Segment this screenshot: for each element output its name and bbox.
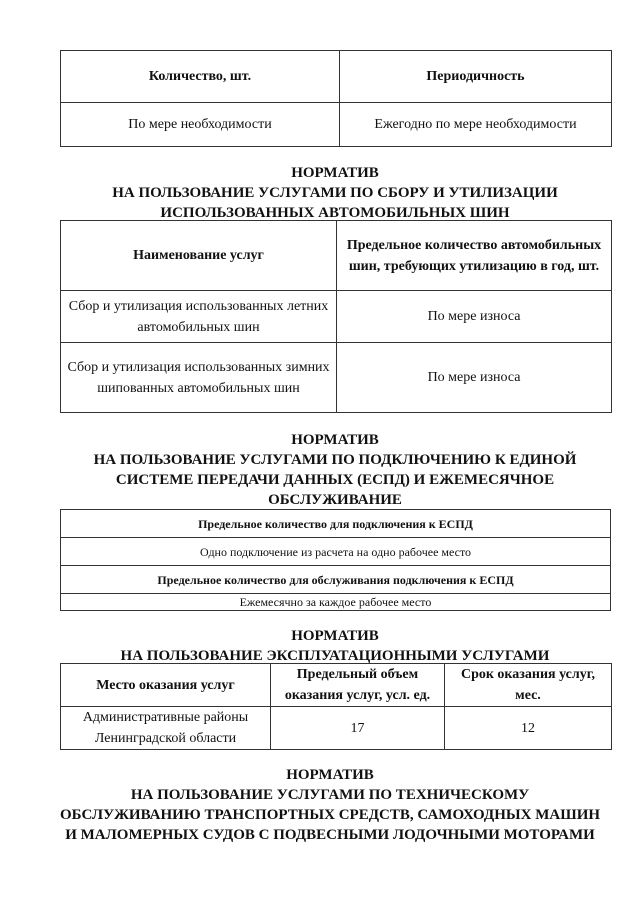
cell-wear-winter: По мере износа xyxy=(337,343,612,413)
espd-table xyxy=(60,509,611,611)
espd-maintenance-value: Ежемесячно за каждое рабочее место xyxy=(61,594,611,611)
heading-line: НОРМАТИВ xyxy=(291,165,379,181)
header-location: Место оказания услуг xyxy=(61,664,271,707)
heading-line: НОРМАТИВ xyxy=(286,767,374,783)
heading-line: НОРМАТИВ xyxy=(291,432,379,448)
espd-maintenance-limit: Предельное количество для обслуживания подключения к ЕСПД xyxy=(61,566,611,594)
header-periodicity: Периодичность xyxy=(340,51,612,103)
heading-line: ОБСЛУЖИВАНИЕ xyxy=(268,492,402,508)
cell-wear-summer: По мере износа xyxy=(337,291,612,343)
header-max-tires: Предельное количество автомобильных шин, требующих утилизацию в год, шт. xyxy=(337,221,612,291)
header-max-volume: Предельный объем оказания услуг, усл. ед. xyxy=(271,664,445,707)
cell-periodicity: Ежегодно по мере необходимости xyxy=(340,103,612,147)
tire-disposal-heading xyxy=(30,163,640,223)
cell-location: Административные районы Ленинградской области xyxy=(61,707,271,750)
heading-line: НА ПОЛЬЗОВАНИЕ УСЛУГАМИ ПО СБОРУ И УТИЛИЗАЦИИ xyxy=(112,185,558,201)
header-term: Срок оказания услуг, мес. xyxy=(445,664,612,707)
header-quantity: Количество, шт. xyxy=(61,51,340,103)
vehicle-maintenance-heading xyxy=(20,765,640,845)
cell-service-winter: Сбор и утилизация использованных зимних шипованных автомобильных шин xyxy=(61,343,337,413)
tire-disposal-table xyxy=(60,220,612,413)
heading-line: СИСТЕМЕ ПЕРЕДАЧИ ДАННЫХ (ЕСПД) И ЕЖЕМЕСЯЧНОЕ xyxy=(115,472,555,488)
heading-line: ОБСЛУЖИВАНИЮ ТРАНСПОРТНЫХ СРЕДСТВ, САМОХОДНЫХ МАШИН xyxy=(59,807,601,823)
cell-term: 12 xyxy=(445,707,612,750)
header-service-name: Наименование услуг xyxy=(61,221,337,291)
cell-volume: 17 xyxy=(271,707,445,750)
cell-quantity: По мере необходимости xyxy=(61,103,340,147)
heading-line: ИСПОЛЬЗОВАННЫХ АВТОМОБИЛЬНЫХ ШИН xyxy=(160,205,510,221)
espd-connection-value: Одно подключение из расчета на одно рабочее место xyxy=(61,538,611,566)
heading-line: НА ПОЛЬЗОВАНИЕ УСЛУГАМИ ПО ТЕХНИЧЕСКОМУ xyxy=(130,787,530,803)
operational-services-heading xyxy=(30,626,640,666)
heading-line: НА ПОЛЬЗОВАНИЕ УСЛУГАМИ ПО ПОДКЛЮЧЕНИЮ К ЕДИНОЙ xyxy=(93,452,577,468)
espd-heading xyxy=(30,430,640,510)
operational-services-table xyxy=(60,663,612,750)
heading-line: НОРМАТИВ xyxy=(291,628,379,644)
espd-connection-limit: Предельное количество для подключения к ЕСПД xyxy=(61,510,611,538)
periodicity-table xyxy=(60,50,612,147)
cell-service-summer: Сбор и утилизация использованных летних автомобильных шин xyxy=(61,291,337,343)
heading-line: НА ПОЛЬЗОВАНИЕ ЭКСПЛУАТАЦИОННЫМИ УСЛУГАМИ xyxy=(120,648,550,664)
heading-line: И МАЛОМЕРНЫХ СУДОВ С ПОДВЕСНЫМИ ЛОДОЧНЫМИ МОТОРАМИ xyxy=(65,827,595,843)
